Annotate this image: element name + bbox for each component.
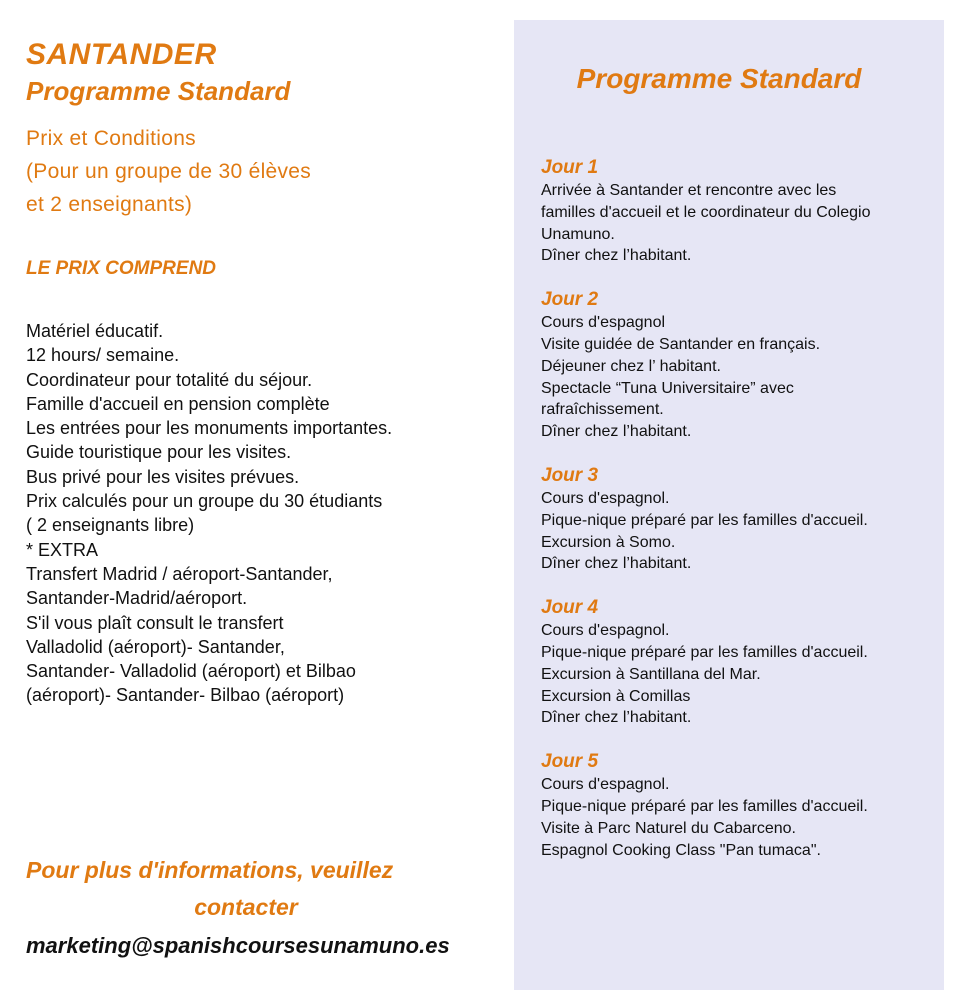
contact-email[interactable]: marketing@spanishcoursesunamuno.es bbox=[26, 933, 450, 958]
day-line: Excursion à Comillas bbox=[541, 687, 691, 705]
day-line: Pique-nique préparé par les familles d'accueil. bbox=[541, 511, 868, 529]
day-list bbox=[541, 156, 941, 882]
program-title: Programme Standard bbox=[26, 76, 291, 106]
day-line: Visite guidée de Santander en français. bbox=[541, 335, 821, 353]
day-title: Jour 3 bbox=[541, 464, 599, 486]
day-title: Jour 5 bbox=[541, 751, 599, 773]
includes-item: * EXTRA bbox=[26, 539, 99, 560]
day-line: Pique-nique préparé par les familles d'accueil. bbox=[541, 797, 868, 815]
includes-item: Santander- Valladolid (aéroport) et Bilbao bbox=[26, 661, 356, 682]
includes-item: (aéroport)- Santander- Bilbao (aéroport) bbox=[26, 685, 345, 706]
includes-item: Famille d'accueil en pension complète bbox=[26, 393, 330, 414]
day-line: Arrivée à Santander et rencontre avec les bbox=[541, 182, 837, 199]
contact-block bbox=[26, 852, 506, 966]
includes-item: Guide touristique pour les visites. bbox=[26, 442, 292, 463]
day-line: Espagnol Cooking Class "Pan tumaca". bbox=[541, 841, 821, 859]
day-line: Cours d'espagnol. bbox=[541, 489, 670, 507]
day-5 bbox=[541, 750, 941, 861]
day-1 bbox=[541, 156, 941, 267]
day-line: Cours d'espagnol. bbox=[541, 776, 670, 794]
conditions-line: Prix et Conditions bbox=[26, 127, 196, 150]
day-title: Jour 4 bbox=[541, 597, 599, 619]
city-title: SANTANDER bbox=[26, 38, 217, 71]
day-line: Unamuno. bbox=[541, 225, 615, 243]
includes-item: Prix calculés pour un groupe du 30 étudiants bbox=[26, 491, 383, 512]
day-line: Dîner chez l’habitant. bbox=[541, 555, 692, 573]
day-line: rafraîchissement. bbox=[541, 401, 664, 419]
includes-item: Santander-Madrid/aéroport. bbox=[26, 588, 248, 609]
contact-text: Pour plus d'informations, veuillez bbox=[26, 857, 394, 883]
day-line: Cours d'espagnol bbox=[541, 314, 666, 332]
panel-title: Programme Standard bbox=[576, 63, 862, 94]
day-line: Dîner chez l’habitant. bbox=[541, 423, 692, 441]
conditions bbox=[26, 122, 496, 221]
includes-list bbox=[26, 319, 496, 708]
day-line: Spectacle “Tuna Universitaire” avec bbox=[541, 379, 794, 397]
includes-item: Transfert Madrid / aéroport-Santander, bbox=[26, 563, 333, 584]
day-3 bbox=[541, 464, 941, 575]
includes-item: 12 hours/ semaine. bbox=[26, 345, 180, 366]
includes-item: Bus privé pour les visites prévues. bbox=[26, 466, 300, 487]
conditions-line: et 2 enseignants) bbox=[26, 193, 193, 216]
program-panel bbox=[514, 20, 944, 990]
includes-item: Valladolid (aéroport)- Santander, bbox=[26, 636, 285, 657]
day-2 bbox=[541, 288, 941, 443]
includes-item: Les entrées pour les monuments importantes. bbox=[26, 418, 393, 439]
includes-item: Coordinateur pour totalité du séjour. bbox=[26, 369, 313, 390]
day-line: Visite à Parc Naturel du Cabarceno. bbox=[541, 819, 796, 837]
day-line: Excursion à Somo. bbox=[541, 533, 676, 551]
day-line: Dîner chez l’habitant. bbox=[541, 247, 692, 265]
day-title: Jour 2 bbox=[541, 289, 599, 311]
includes-item: ( 2 enseignants libre) bbox=[26, 515, 195, 536]
day-line: Pique-nique préparé par les familles d'accueil. bbox=[541, 643, 868, 661]
left-column bbox=[26, 36, 496, 708]
day-line: Cours d'espagnol. bbox=[541, 622, 670, 640]
day-title: Jour 1 bbox=[541, 157, 599, 178]
day-line: Excursion à Santillana del Mar. bbox=[541, 665, 761, 683]
day-4 bbox=[541, 596, 941, 729]
conditions-line: (Pour un groupe de 30 élèves bbox=[26, 160, 312, 183]
includes-title: LE PRIX COMPREND bbox=[26, 258, 217, 279]
day-line: familles d'accueil et le coordinateur du Colegio bbox=[541, 203, 871, 221]
includes-item: S'il vous plaît consult le transfert bbox=[26, 612, 284, 633]
day-line: Déjeuner chez l’ habitant. bbox=[541, 357, 721, 375]
contact-text: contacter bbox=[194, 894, 298, 920]
day-line: Dîner chez l’habitant. bbox=[541, 709, 692, 727]
includes-item: Matériel éducatif. bbox=[26, 321, 164, 341]
